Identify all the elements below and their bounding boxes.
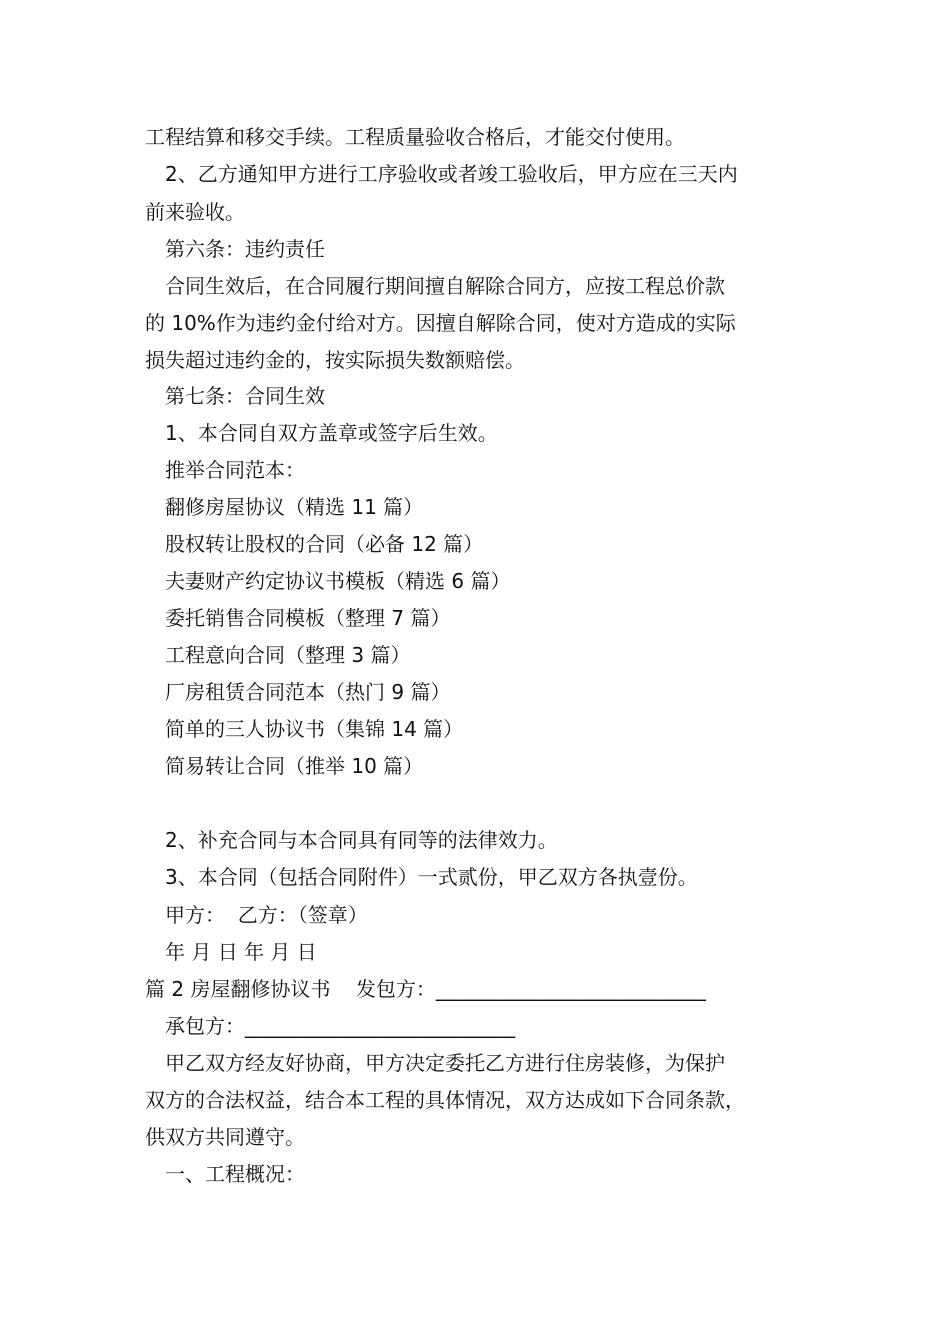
text-line: 工程结算和移交手续。工程质量验收合格后，才能交付使用。 [145,125,685,149]
list-item: 翻修房屋协议（精选 11 篇） [165,495,424,519]
list-item: 简单的三人协议书（集锦 14 篇） [165,717,464,741]
list-item: 工程意向合同（整理 3 篇） [165,643,411,667]
text-line: 合同生效后，在合同履行期间擅自解除合同方，应按工程总价款 [165,274,725,298]
text-line: 双方的合法权益，结合本工程的具体情况，双方达成如下合同条款， [145,1088,745,1112]
text-line: 供双方共同遵守。 [145,1125,305,1149]
date-line: 年 月 日 年 月 日 [165,940,317,964]
text-line: 损失超过违约金的，按实际损失数额赔偿。 [145,348,525,372]
list-item: 夫妻财产约定协议书模板（精选 6 篇） [165,569,511,593]
text-line: 2、补充合同与本合同具有同等的法律效力。 [165,828,558,852]
list-item: 股权转让股权的合同（必备 12 篇） [165,532,484,556]
section-heading: 一、工程概况： [165,1162,305,1186]
section-heading: 第六条：违约责任 [165,237,325,261]
list-item: 委托销售合同模板（整理 7 篇） [165,606,451,630]
doc-title-line: 篇 2 房屋翻修协议书 发包方：___________________________ [145,977,706,1001]
section-heading: 第七条：合同生效 [165,384,325,408]
signature-line: 甲方： 乙方：（签章） [165,903,368,927]
text-line: 甲乙双方经友好协商，甲方决定委托乙方进行住房装修，为保护 [165,1051,725,1075]
text-line: 2、乙方通知甲方进行工序验收或者竣工验收后，甲方应在三天内 [165,162,738,186]
list-item: 厂房租赁合同范本（热门 9 篇） [165,680,451,704]
text-line: 前来验收。 [145,200,245,224]
text-line: 1、本合同自双方盖章或签字后生效。 [165,421,498,445]
list-item: 简易转让合同（推举 10 篇） [165,754,424,778]
text-line: 的 10%作为违约金付给对方。因擅自解除合同，使对方造成的实际 [145,311,736,335]
text-line: 3、本合同（包括合同附件）一式贰份，甲乙双方各执壹份。 [165,865,698,889]
contractor-line: 承包方：___________________________ [165,1014,515,1038]
text-line: 推举合同范本： [165,458,305,482]
